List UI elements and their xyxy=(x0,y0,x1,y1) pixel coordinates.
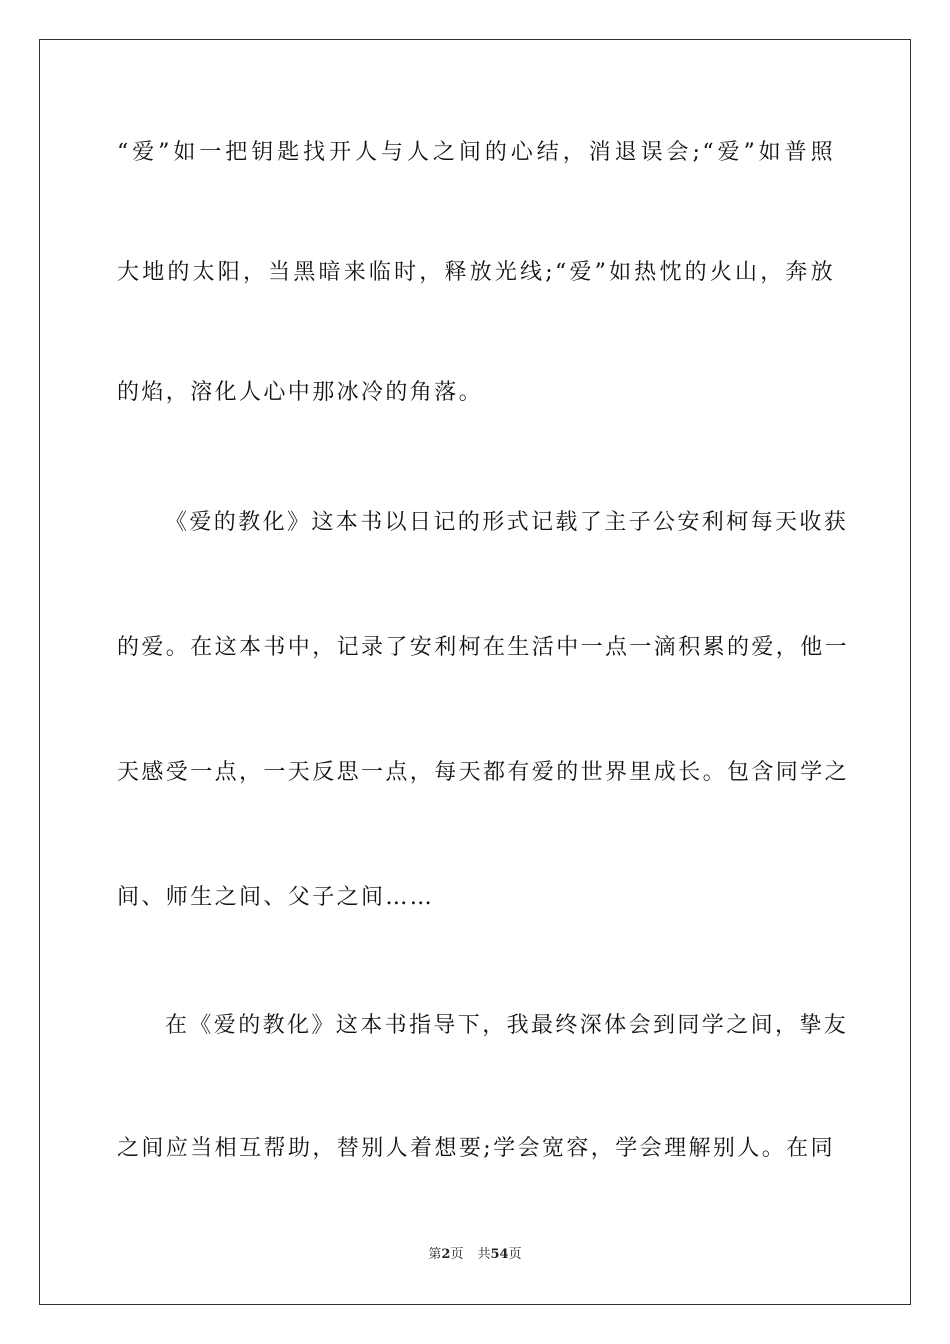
footer-total-suffix: 页 xyxy=(508,1247,522,1262)
text-line-2: 大地的太阳，当黑暗来临时，释放光线;“爱”如热忱的火山，奔放 xyxy=(117,260,835,285)
text-line-8: 在《爱的教化》这本书指导下，我最终深体会到同学之间，挚友 xyxy=(165,1013,849,1038)
text-line-1: “爱”如一把钥匙找开人与人之间的心结，消退误会;“爱”如普照 xyxy=(117,140,835,165)
text-line-5: 的爱。在这本书中，记录了安利柯在生活中一点一滴积累的爱，他一 xyxy=(117,635,850,660)
text-line-9: 之间应当相互帮助，替别人着想要;学会宽容，学会理解别人。在同 xyxy=(117,1136,835,1161)
text-line-6: 天感受一点，一天反思一点，每天都有爱的世界里成长。包含同学之 xyxy=(117,760,850,785)
text-line-3: 的焰，溶化人心中那冰冷的角落。 xyxy=(117,380,484,405)
page-number-footer xyxy=(0,1246,950,1264)
text-line-7: 间、师生之间、父子之间…… xyxy=(117,885,435,910)
footer-page-current: 2 xyxy=(441,1247,451,1262)
footer-page-total: 54 xyxy=(490,1247,509,1262)
footer-total-prefix: 共 xyxy=(477,1247,491,1262)
page-border xyxy=(39,39,911,1305)
footer-page-suffix: 页 xyxy=(450,1247,464,1262)
text-line-4: 《爱的教化》这本书以日记的形式记载了主子公安利柯每天收获 xyxy=(165,510,849,535)
footer-page-prefix: 第 xyxy=(428,1247,442,1262)
